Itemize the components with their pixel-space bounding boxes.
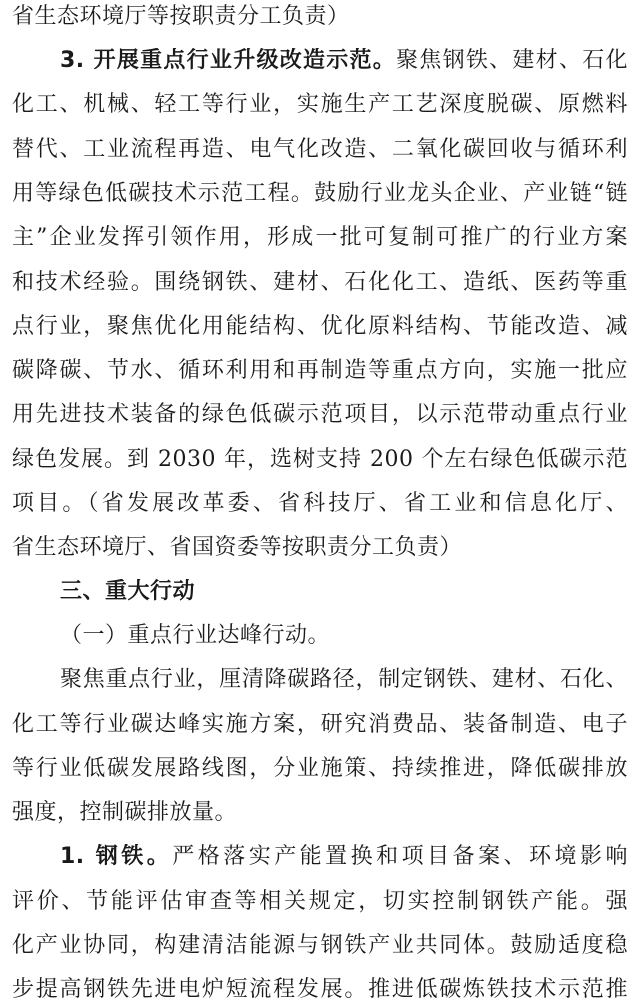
bold-text-segment: 3. 开展重点行业升级改造示范。 (60, 48, 397, 73)
text-line (60, 623, 628, 649)
text-segment: 绿色发展。到 2030 年，选树支持 200 个左右绿色低碳示范 (12, 447, 628, 472)
text-segment: 聚焦钢铁、建材、石化 (396, 48, 628, 73)
text-segment: 严格落实产能置换和项目备案、环境影响 (172, 844, 628, 869)
text-segment: 用先进技术装备的绿色低碳示范项目，以示范带动重点行业 (12, 402, 628, 427)
text-line (60, 579, 628, 605)
text-line (12, 181, 628, 207)
text-segment: 省生态环境厅、省国资委等按职责分工负责） (12, 535, 463, 560)
text-segment: 碳降碳、节水、循环利用和再制造等重点方向，实施一批应 (12, 358, 628, 383)
text-line (12, 358, 628, 384)
bold-text-segment: 三、重大行动 (60, 579, 196, 604)
text-segment: 评价、节能评估审查等相关规定，切实控制钢铁产能。强 (12, 889, 628, 914)
text-segment: 项目。（省发展改革委、省科技厅、省工业和信息化厅、 (12, 491, 628, 516)
text-segment: 等行业低碳发展路线图，分业施策、持续推进，降低碳排放 (12, 756, 628, 781)
text-segment: 强度，控制碳排放量。 (12, 800, 238, 825)
text-line (12, 756, 628, 782)
bold-text-segment: 1. 钢铁。 (60, 844, 173, 869)
text-segment: 和技术经验。围绕钢铁、建材、石化化工、造纸、医药等重 (12, 270, 628, 295)
text-segment: 步提高钢铁先进电炉短流程发展。推进低碳炼铁技术示范推 (12, 977, 628, 1002)
text-segment: 主”企业发挥引领作用，形成一批可复制可推广的行业方案 (12, 225, 628, 250)
text-line (12, 535, 628, 561)
text-line (60, 48, 628, 74)
text-line (12, 137, 628, 163)
text-line (12, 4, 628, 30)
text-line (12, 977, 628, 1003)
text-line (12, 712, 628, 738)
text-segment: 点行业，聚焦优化用能结构、优化原料结构、节能改造、减 (12, 314, 628, 339)
text-segment: 替代、工业流程再造、电气化改造、二氧化碳回收与循环利 (12, 137, 628, 162)
text-segment: 化工、机械、轻工等行业，实施生产工艺深度脱碳、原燃料 (12, 92, 628, 117)
text-line (60, 844, 628, 870)
text-segment: 聚焦重点行业，厘清降碳路径，制定钢铁、建材、石化、 (60, 667, 628, 692)
text-line (60, 667, 628, 693)
text-line (12, 92, 628, 118)
text-segment: 化工等行业碳达峰实施方案，研究消费品、装备制造、电子 (12, 712, 628, 737)
text-line (12, 270, 628, 296)
text-line (12, 314, 628, 340)
text-line (12, 800, 628, 826)
text-line (12, 889, 628, 915)
text-line (12, 933, 628, 959)
text-segment: （一）重点行业达峰行动。 (60, 623, 331, 648)
text-line (12, 402, 628, 428)
text-segment: 省生态环境厅等按职责分工负责） (12, 4, 350, 29)
text-line (12, 225, 628, 251)
text-segment: 用等绿色低碳技术示范工程。鼓励行业龙头企业、产业链“链 (12, 181, 628, 206)
text-segment: 化产业协同，构建清洁能源与钢铁产业共同体。鼓励适度稳 (12, 933, 628, 958)
text-line (12, 491, 628, 517)
text-line (12, 447, 628, 473)
